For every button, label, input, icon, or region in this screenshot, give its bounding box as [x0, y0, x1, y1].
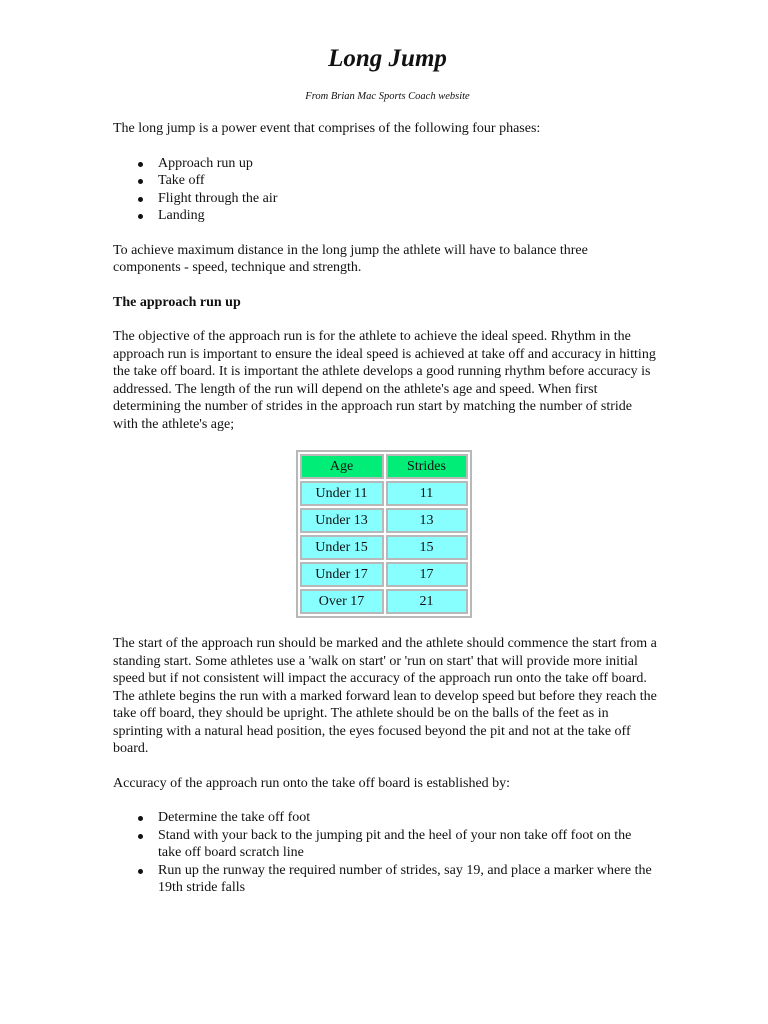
- table-cell-strides: 11: [386, 481, 468, 506]
- table-row: [300, 562, 468, 587]
- table-cell-strides: 15: [386, 535, 468, 560]
- list-item: Stand with your back to the jumping pit and the heel of your non take off foot on the take off board scratch line: [158, 827, 658, 862]
- accuracy-steps-list: [113, 809, 658, 897]
- balance-paragraph: To achieve maximum distance in the long jump the athlete will have to balance three components - speed, technique and strength.: [113, 242, 588, 275]
- table-cell-strides: 21: [386, 589, 468, 614]
- table-header-strides: Strides: [386, 454, 468, 479]
- table-cell-strides: 13: [386, 508, 468, 533]
- phases-list: [113, 155, 658, 225]
- list-item: Determine the take off foot: [158, 809, 658, 827]
- strides-table: [296, 450, 472, 618]
- table-row: [300, 481, 468, 506]
- list-item: Approach run up: [158, 155, 658, 173]
- section-heading-approach: The approach run up: [113, 294, 241, 310]
- table-cell-strides: 17: [386, 562, 468, 587]
- list-item: Run up the runway the required number of strides, say 19, and place a marker where the 19th stride falls: [158, 862, 658, 897]
- table-cell-age: Over 17: [300, 589, 384, 614]
- table-cell-age: Under 17: [300, 562, 384, 587]
- table-cell-age: Under 13: [300, 508, 384, 533]
- table-cell-age: Under 15: [300, 535, 384, 560]
- intro-paragraph: The long jump is a power event that comprises of the following four phases:: [113, 121, 541, 136]
- page-title: Long Jump: [328, 45, 447, 72]
- start-paragraph: The start of the approach run should be marked and the athlete should commence the start from a standing start. Some athletes use a 'walk on start' or 'run on start' that will provide more initial speed but if not consistent will impact the accuracy of the approach run onto the take off board. The athlete begins the run with a marked forward lean to develop speed but before they reach the take off board, they should be upright. The athlete should be on the balls of the feet as in sprinting with a natural head position, the eyes focused beyond the pit and not at the take off board.: [113, 636, 657, 756]
- table-header-row: [300, 454, 468, 479]
- document-page: [113, 44, 658, 897]
- table-row: [300, 589, 468, 614]
- approach-paragraph: The objective of the approach run is for the athlete to achieve the ideal speed. Rhythm in the approach run is important to ensure the ideal speed is achieved at take off and accuracy in hitting the take off board. It is important the athlete develops a good running rhythm before accuracy is addressed. The length of the run will depend on the athlete's age and speed. When first determining the number of strides in the approach run start by matching the number of stride with the athlete's age;: [113, 329, 656, 432]
- table-header-age: Age: [300, 454, 384, 479]
- list-item: Flight through the air: [158, 190, 658, 208]
- strides-table-wrapper: [113, 450, 658, 618]
- accuracy-paragraph: Accuracy of the approach run onto the take off board is established by:: [113, 775, 511, 791]
- table-row: [300, 535, 468, 560]
- table-row: [300, 508, 468, 533]
- list-item: Landing: [158, 207, 658, 225]
- list-item: Take off: [158, 172, 658, 190]
- table-cell-age: Under 11: [300, 481, 384, 506]
- page-subtitle: From Brian Mac Sports Coach website: [305, 91, 470, 102]
